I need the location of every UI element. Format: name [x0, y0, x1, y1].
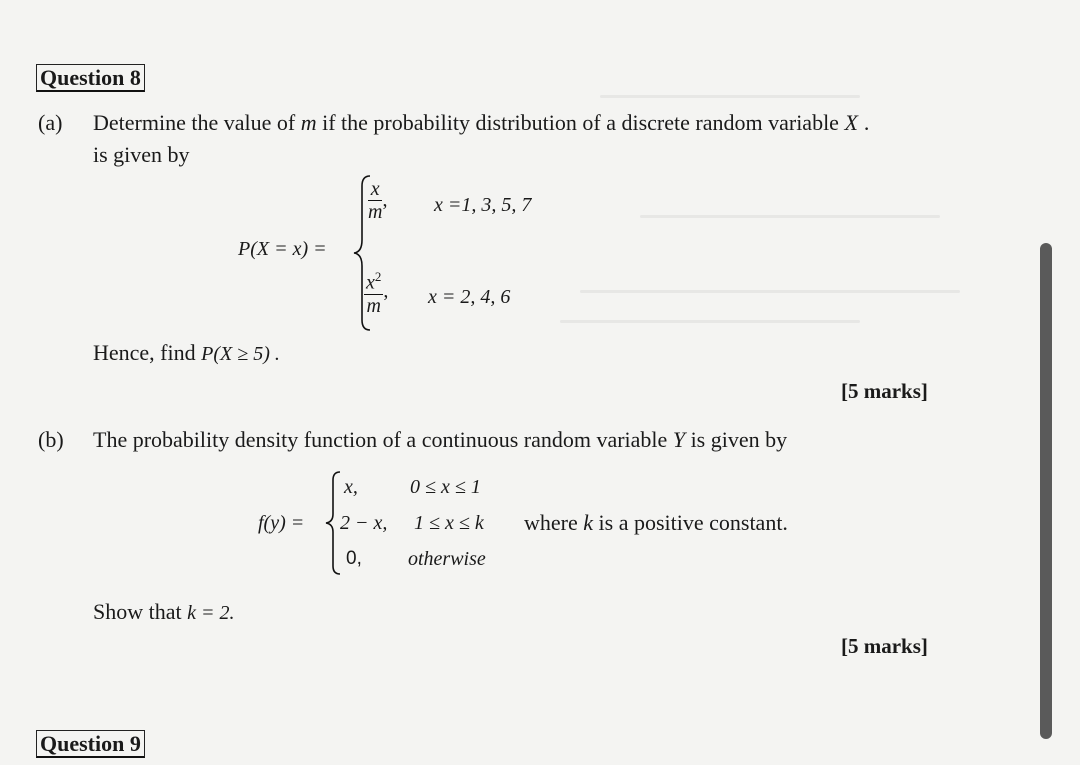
- pmf-lhs: P(X = x) =: [238, 238, 327, 260]
- question-9-heading: Question 9: [36, 730, 145, 758]
- where-clause: where k is a positive constant.: [524, 510, 788, 535]
- part-a-line-1: Determine the value of m if the probability distribution of a discrete random variable X .: [93, 110, 870, 135]
- pmf-case-1: $\frac{x}{m}$ ,: [368, 178, 388, 223]
- pmf-case-2: $\frac{x^2}{m}$ ,: [364, 266, 388, 317]
- hence-expression: P(X ≥ 5) .: [201, 343, 280, 365]
- vertical-scrollbar-thumb[interactable]: [1040, 243, 1052, 739]
- part-a-label: (a): [38, 110, 63, 135]
- pdf-row-3-expr: 0,: [346, 548, 362, 569]
- pdf-row-1-cond: 0 ≤ x ≤ 1: [410, 476, 481, 498]
- pdf-row-2-cond: 1 ≤ x ≤ k: [414, 512, 484, 534]
- bleed-through-mark: [580, 290, 960, 293]
- pdf-lhs: f(y) =: [258, 512, 305, 534]
- pdf-row-3-cond: otherwise: [408, 548, 486, 570]
- bleed-through-mark: [640, 215, 940, 218]
- var-X: X: [844, 110, 858, 135]
- question-8-heading: Question 8: [36, 64, 145, 92]
- part-a-line-2: is given by: [93, 142, 190, 167]
- part-b-label: (b): [38, 427, 64, 452]
- var-m: m: [300, 110, 317, 135]
- pmf-case-1-condition: x =1, 3, 5, 7: [434, 194, 532, 216]
- bleed-through-mark: [560, 320, 860, 323]
- pmf-case-1-fraction: $\frac{x}{m}$: [368, 178, 383, 223]
- pdf-row-2-expr: 2 − x,: [340, 512, 388, 534]
- pmf-case-2-fraction: $\frac{x^2}{m}$: [364, 266, 383, 317]
- show-expression: k = 2.: [187, 602, 235, 624]
- bleed-through-mark: [600, 95, 860, 98]
- part-a-marks: [5 marks]: [841, 379, 928, 403]
- part-b-line-1: The probability density function of a continuous random variable Y is given by: [93, 427, 788, 452]
- pmf-case-2-condition: x = 2, 4, 6: [428, 286, 511, 308]
- show-that-line: Show that k = 2.: [93, 599, 235, 624]
- hence-line: Hence, find P(X ≥ 5) .: [93, 340, 280, 365]
- part-b-marks: [5 marks]: [841, 634, 928, 658]
- pdf-row-1-expr: x,: [344, 476, 358, 498]
- var-Y: Y: [672, 427, 686, 452]
